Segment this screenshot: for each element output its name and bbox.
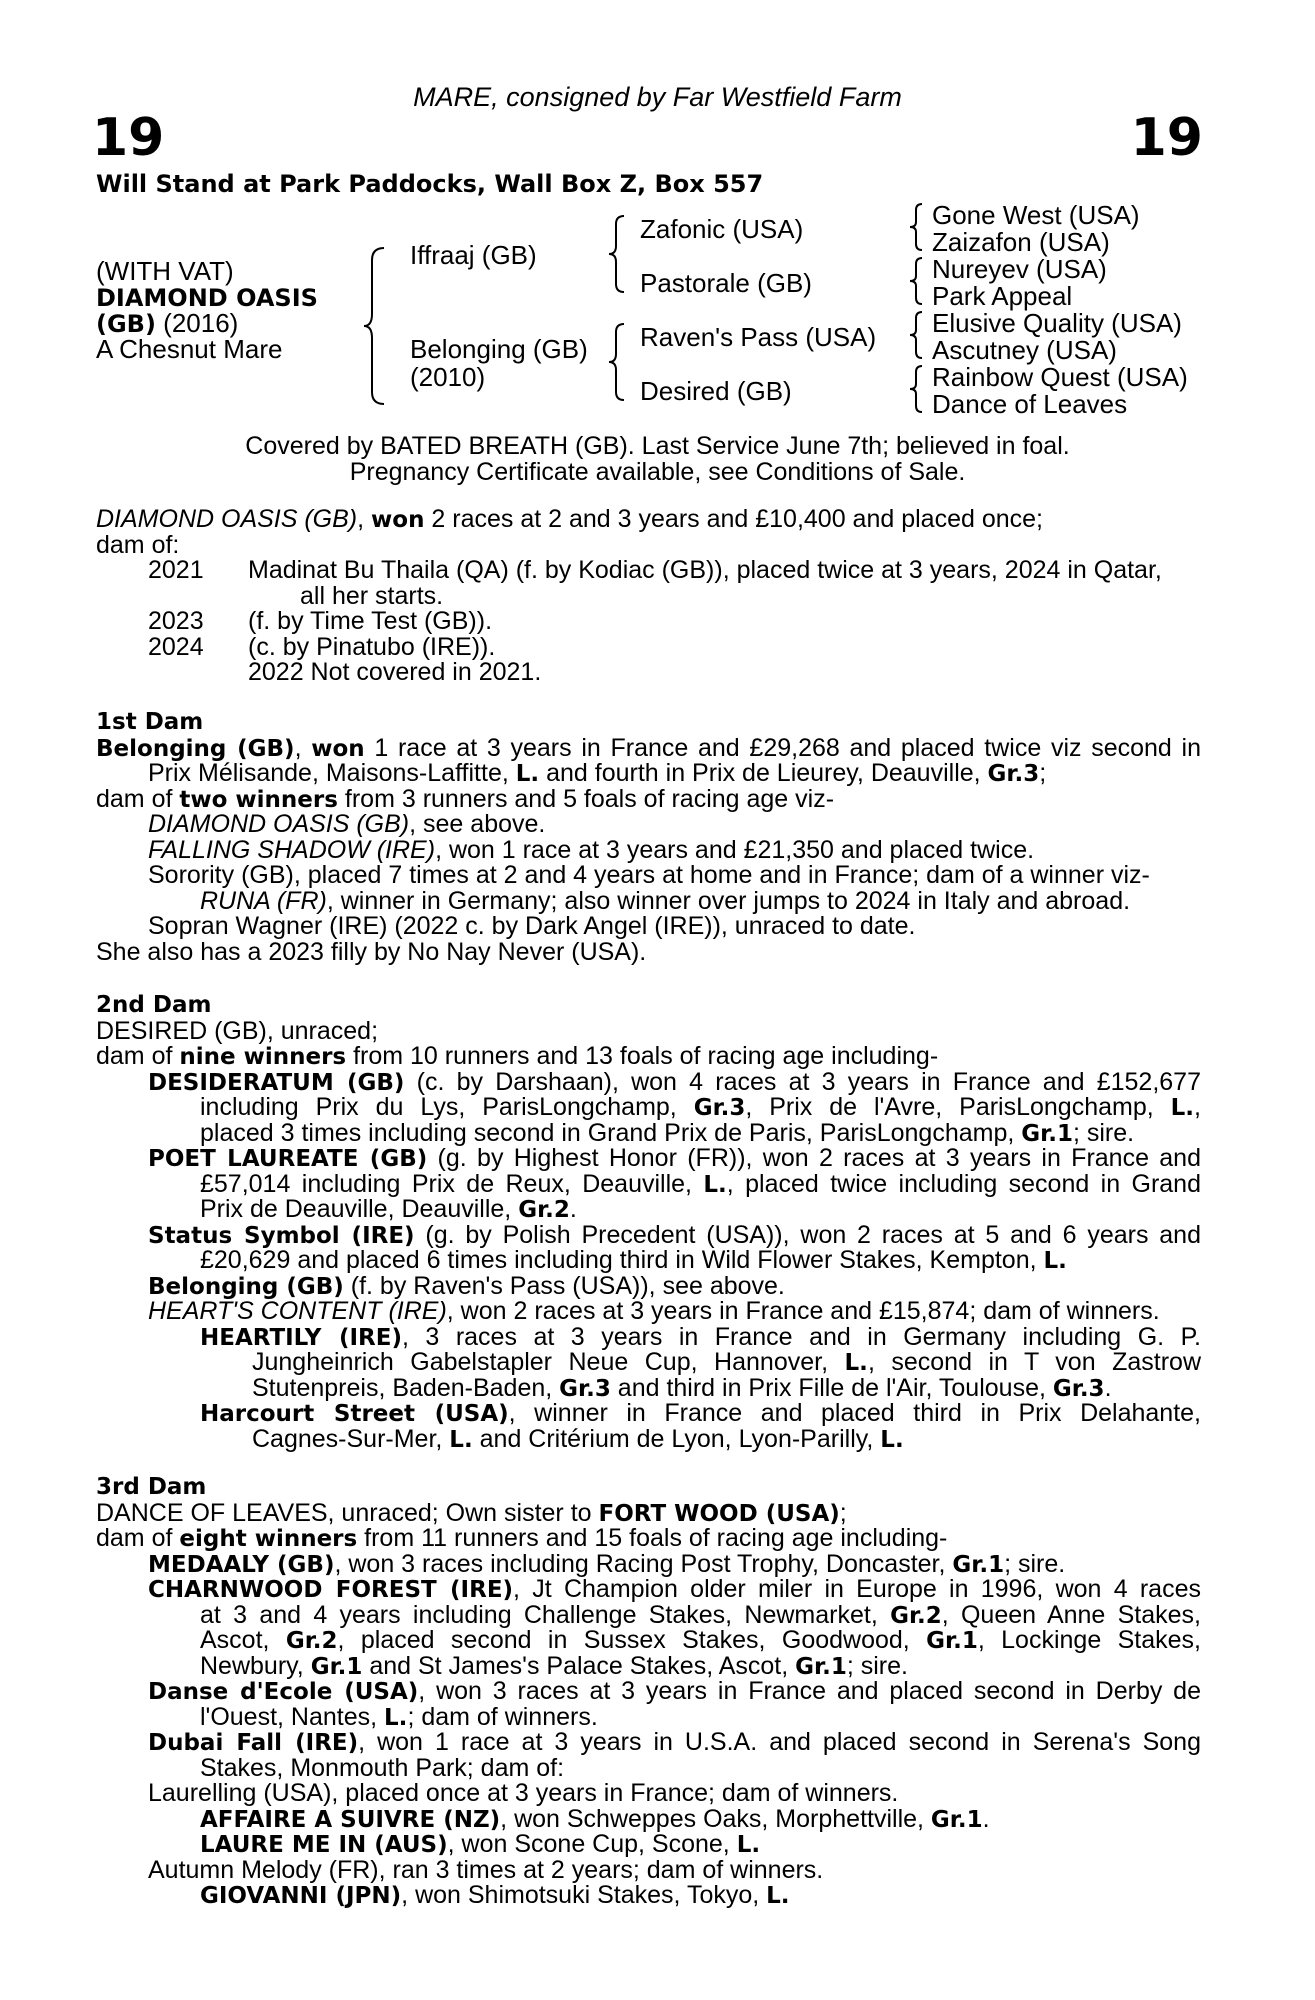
text-line: Danse d'Ecole (USA), won 3 races at 3 years in France and placed second in Derby de — [148, 1677, 1201, 1705]
produce-section — [96, 507, 1201, 686]
text-line: Sopran Wagner (IRE) (2022 c. by Dark Angel (IRE)), unraced to date. — [148, 912, 916, 940]
horse-description: A Chesnut Mare — [96, 334, 283, 364]
sds-name: Nureyev (USA) — [932, 254, 1107, 284]
text-line: FALLING SHADOW (IRE), won 1 race at 3 years and £21,350 and placed twice. — [148, 835, 1035, 864]
second-dam-heading: 2nd Dam — [96, 992, 212, 1018]
text-line: Prix de Deauville, Deauville, Gr.2. — [200, 1195, 577, 1223]
text-line: DANCE OF LEAVES, unraced; Own sister to FORT WOOD (USA); — [96, 1498, 847, 1527]
text-line: LAURE ME IN (AUS), won Scone Cup, Scone, L. — [200, 1830, 761, 1858]
ss-name: Zafonic (USA) — [640, 214, 804, 244]
dam-name: Belonging (GB) — [410, 334, 588, 364]
text-line: Status Symbol (IRE) (g. by Polish Precedent (USA)), won 2 races at 5 and 6 years and — [148, 1220, 1201, 1249]
produce-row: 2022 Not covered in 2021. — [248, 658, 542, 686]
first-dam-heading: 1st Dam — [96, 709, 204, 735]
dd-name: Desired (GB) — [640, 376, 792, 406]
horse-name: DIAMOND OASIS — [96, 284, 318, 312]
text-line: RUNA (FR), winner in Germany; also winner over jumps to 2024 in Italy and abroad. — [200, 886, 1131, 915]
text-line: Jungheinrich Gabelstapler Neue Cup, Hannover, L., second in T von Zastrow — [252, 1348, 1202, 1376]
text-line: at 3 and 4 years including Challenge Stakes, Newmarket, Gr.2, Queen Anne Stakes, — [200, 1600, 1201, 1629]
dam-year: (2010) — [410, 362, 486, 392]
text-line: Dubai Fall (IRE), won 1 race at 3 years in U.S.A. and placed second in Serena's Song — [148, 1728, 1201, 1756]
dds-name: Rainbow Quest (USA) — [932, 362, 1188, 392]
horse-country: (GB) — [96, 310, 156, 338]
text-line: AFFAIRE A SUIVRE (NZ), won Schweppes Oaks, Morphettville, Gr.1. — [200, 1804, 990, 1833]
text-line: DESIDERATUM (GB) (c. by Darshaan), won 4 races at 3 years in France and £152,677 — [148, 1067, 1201, 1096]
horse-name-italic: DIAMOND OASIS (GB) — [96, 505, 358, 533]
brace-sire-icon — [606, 214, 628, 294]
text-line: placed 3 times including second in Grand Prix de Paris, ParisLongchamp, Gr.1; sire. — [200, 1118, 1135, 1147]
text-line: She also has a 2023 filly by No Nay Never (USA). — [96, 937, 647, 966]
first-dam-section — [96, 710, 1201, 965]
text-line: MEDAALY (GB), won 3 races including Racing Post Trophy, Doncaster, Gr.1; sire. — [148, 1549, 1066, 1578]
horse-year: (2016) — [163, 308, 239, 338]
text-line: Belonging (GB) (f. by Raven's Pass (USA)), see above. — [148, 1271, 785, 1300]
ddd-name: Dance of Leaves — [932, 389, 1128, 419]
covered-line-1: Covered by BATED BREATH (GB). Last Service June 7th; believed in foal. — [245, 432, 1070, 460]
text-line: HEART'S CONTENT (IRE), won 2 races at 3 years in France and £15,874; dam of winners. — [148, 1297, 1160, 1325]
text-line: dam of nine winners from 10 runners and 13 foals of racing age including- — [96, 1042, 939, 1070]
dsd-name: Ascutney (USA) — [932, 335, 1117, 365]
ds-name: Raven's Pass (USA) — [640, 322, 877, 352]
produce-row: 2021 Madinat Bu Thaila (QA) (f. by Kodiac (GB)), placed twice at 3 years, 2024 in Qatar, — [148, 556, 1162, 584]
text-line: DESIRED (GB), unraced; — [96, 1016, 379, 1045]
brace-main-icon — [362, 246, 388, 406]
ssd-name: Zaizafon (USA) — [932, 227, 1110, 257]
sire-name: Iffraaj (GB) — [410, 240, 537, 270]
sd-name: Pastorale (GB) — [640, 268, 812, 298]
brace-ss-icon — [906, 202, 926, 252]
text-line: Ascot, Gr.2, placed second in Sussex Stakes, Goodwood, Gr.1, Lockinge Stakes, — [200, 1626, 1201, 1654]
stand-location: Will Stand at Park Paddocks, Wall Box Z, Box 557 — [96, 170, 764, 198]
produce-row: 2024 (c. by Pinatubo (IRE)). — [148, 632, 496, 661]
text-line: dam of eight winners from 11 runners and 15 foals of racing age including- — [96, 1524, 948, 1552]
brace-sd-icon — [906, 256, 926, 306]
text-line: Sorority (GB), placed 7 times at 2 and 4 years at home and in France; dam of a winner viz- — [148, 861, 1150, 889]
text-line: HEARTILY (IRE), 3 races at 3 years in France and in Germany including G. P. — [200, 1322, 1201, 1351]
produce-row: 2023 (f. by Time Test (GB)). — [148, 607, 493, 635]
text-line: CHARNWOOD FOREST (IRE), Jt Champion older miler in Europe in 1996, won 4 races — [148, 1575, 1201, 1603]
text-line: Belonging (GB), won 1 race at 3 years in France and £29,268 and placed twice viz second in — [96, 733, 1201, 762]
brace-dam-icon — [606, 322, 628, 402]
text-line: GIOVANNI (JPN), won Shimotsuki Stakes, Tokyo, L. — [200, 1881, 790, 1909]
produce-intro: DIAMOND OASIS (GB), won 2 races at 2 and 3 years and £10,400 and placed once; — [96, 505, 1043, 533]
text-line: Laurelling (USA), placed once at 3 years in France; dam of winners. — [148, 1779, 899, 1807]
text-line: l'Ouest, Nantes, L.; dam of winners. — [200, 1702, 598, 1731]
sdd-name: Park Appeal — [932, 281, 1073, 311]
text-line: dam of two winners from 3 runners and 5 foals of racing age viz- — [96, 784, 835, 813]
text-line: DIAMOND OASIS (GB), see above. — [148, 810, 546, 838]
text-line: Stutenpreis, Baden-Baden, Gr.3 and third in Prix Fille de l'Air, Toulouse, Gr.3. — [252, 1373, 1112, 1402]
text-line: including Prix du Lys, ParisLongchamp, Gr.3, Prix de l'Avre, ParisLongchamp, L., — [200, 1093, 1201, 1121]
third-dam-heading: 3rd Dam — [96, 1474, 207, 1500]
dss-name: Elusive Quality (USA) — [932, 308, 1182, 338]
produce-dam-of: dam of: — [96, 530, 180, 559]
produce-row: all her starts. — [300, 581, 444, 610]
consignment-line: MARE, consigned by Far Westfield Farm — [413, 82, 902, 112]
text-line: Harcourt Street (USA), winner in France and placed third in Prix Delahante, — [200, 1399, 1201, 1427]
text-line: £20,629 and placed 6 times including third in Wild Flower Stakes, Kempton, L. — [200, 1246, 1067, 1274]
text-line: Autumn Melody (FR), ran 3 times at 2 years; dam of winners. — [148, 1855, 824, 1884]
text-line: POET LAUREATE (GB) (g. by Highest Honor (FR)), won 2 races at 3 years in France and — [148, 1144, 1201, 1172]
text-line: Stakes, Monmouth Park; dam of: — [200, 1753, 565, 1782]
text-line: Prix Mélisande, Maisons-Laffitte, L. and fourth in Prix de Lieurey, Deauville, Gr.3; — [148, 759, 1047, 787]
text-line: Newbury, Gr.1 and St James's Palace Stakes, Ascot, Gr.1; sire. — [200, 1651, 908, 1680]
lot-number-left: 19 — [92, 108, 165, 168]
text-line: £57,014 including Prix de Reux, Deauville, L., placed twice including second in Grand — [200, 1169, 1201, 1198]
third-dam-section — [96, 1475, 1201, 1909]
vat-label: (WITH VAT) — [96, 256, 234, 286]
brace-ds-icon — [906, 310, 926, 360]
lot-number-right: 19 — [1130, 108, 1203, 168]
second-dam-section — [96, 993, 1201, 1452]
covered-line-2: Pregnancy Certificate available, see Conditions of Sale. — [349, 458, 966, 486]
sss-name: Gone West (USA) — [932, 200, 1140, 230]
brace-dd-icon — [906, 364, 926, 414]
text-line: Cagnes-Sur-Mer, L. and Critérium de Lyon, Lyon-Parilly, L. — [252, 1424, 904, 1453]
